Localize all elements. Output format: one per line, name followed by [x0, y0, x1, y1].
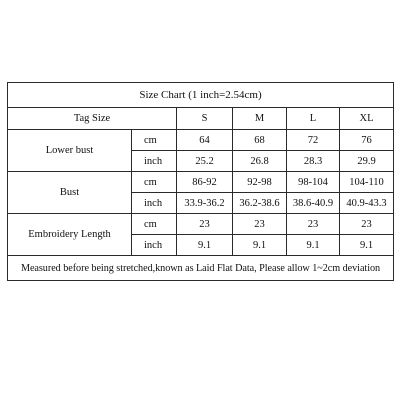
title-row: [8, 83, 394, 108]
value-cell: 9.1: [233, 235, 287, 256]
unit-cell: inch: [132, 235, 177, 256]
value-cell: 76: [340, 130, 394, 151]
measurement-note: Measured before being stretched,known as Laid Flat Data, Please allow 1~2cm deviation: [8, 256, 394, 281]
value-cell: 9.1: [287, 235, 340, 256]
value-cell: 68: [233, 130, 287, 151]
value-cell: 9.1: [177, 235, 233, 256]
note-row: [8, 256, 394, 281]
header-row: [8, 108, 394, 130]
value-cell: 33.9-36.2: [177, 193, 233, 214]
value-cell: 98-104: [287, 172, 340, 193]
size-header-l: L: [287, 108, 340, 130]
row-label-bust: Bust: [8, 172, 132, 214]
size-header-m: M: [233, 108, 287, 130]
unit-cell: cm: [132, 130, 177, 151]
value-cell: 104-110: [340, 172, 394, 193]
unit-cell: cm: [132, 214, 177, 235]
embroidery-length-cm-row: [8, 214, 394, 235]
size-header-xl: XL: [340, 108, 394, 130]
size-header-s: S: [177, 108, 233, 130]
value-cell: 23: [233, 214, 287, 235]
size-chart-table: [7, 82, 394, 281]
value-cell: 23: [177, 214, 233, 235]
value-cell: 72: [287, 130, 340, 151]
tag-size-header: Tag Size: [8, 108, 177, 130]
value-cell: 25.2: [177, 151, 233, 172]
value-cell: 92-98: [233, 172, 287, 193]
value-cell: 9.1: [340, 235, 394, 256]
row-label-embroidery-length: Embroidery Length: [8, 214, 132, 256]
unit-cell: inch: [132, 151, 177, 172]
unit-cell: inch: [132, 193, 177, 214]
row-label-lower-bust: Lower bust: [8, 130, 132, 172]
bust-cm-row: [8, 172, 394, 193]
value-cell: 28.3: [287, 151, 340, 172]
value-cell: 64: [177, 130, 233, 151]
value-cell: 29.9: [340, 151, 394, 172]
value-cell: 38.6-40.9: [287, 193, 340, 214]
lower-bust-cm-row: [8, 130, 394, 151]
value-cell: 23: [287, 214, 340, 235]
unit-cell: cm: [132, 172, 177, 193]
value-cell: 40.9-43.3: [340, 193, 394, 214]
value-cell: 36.2-38.6: [233, 193, 287, 214]
chart-title: Size Chart (1 inch=2.54cm): [8, 83, 394, 108]
value-cell: 23: [340, 214, 394, 235]
value-cell: 86-92: [177, 172, 233, 193]
value-cell: 26.8: [233, 151, 287, 172]
